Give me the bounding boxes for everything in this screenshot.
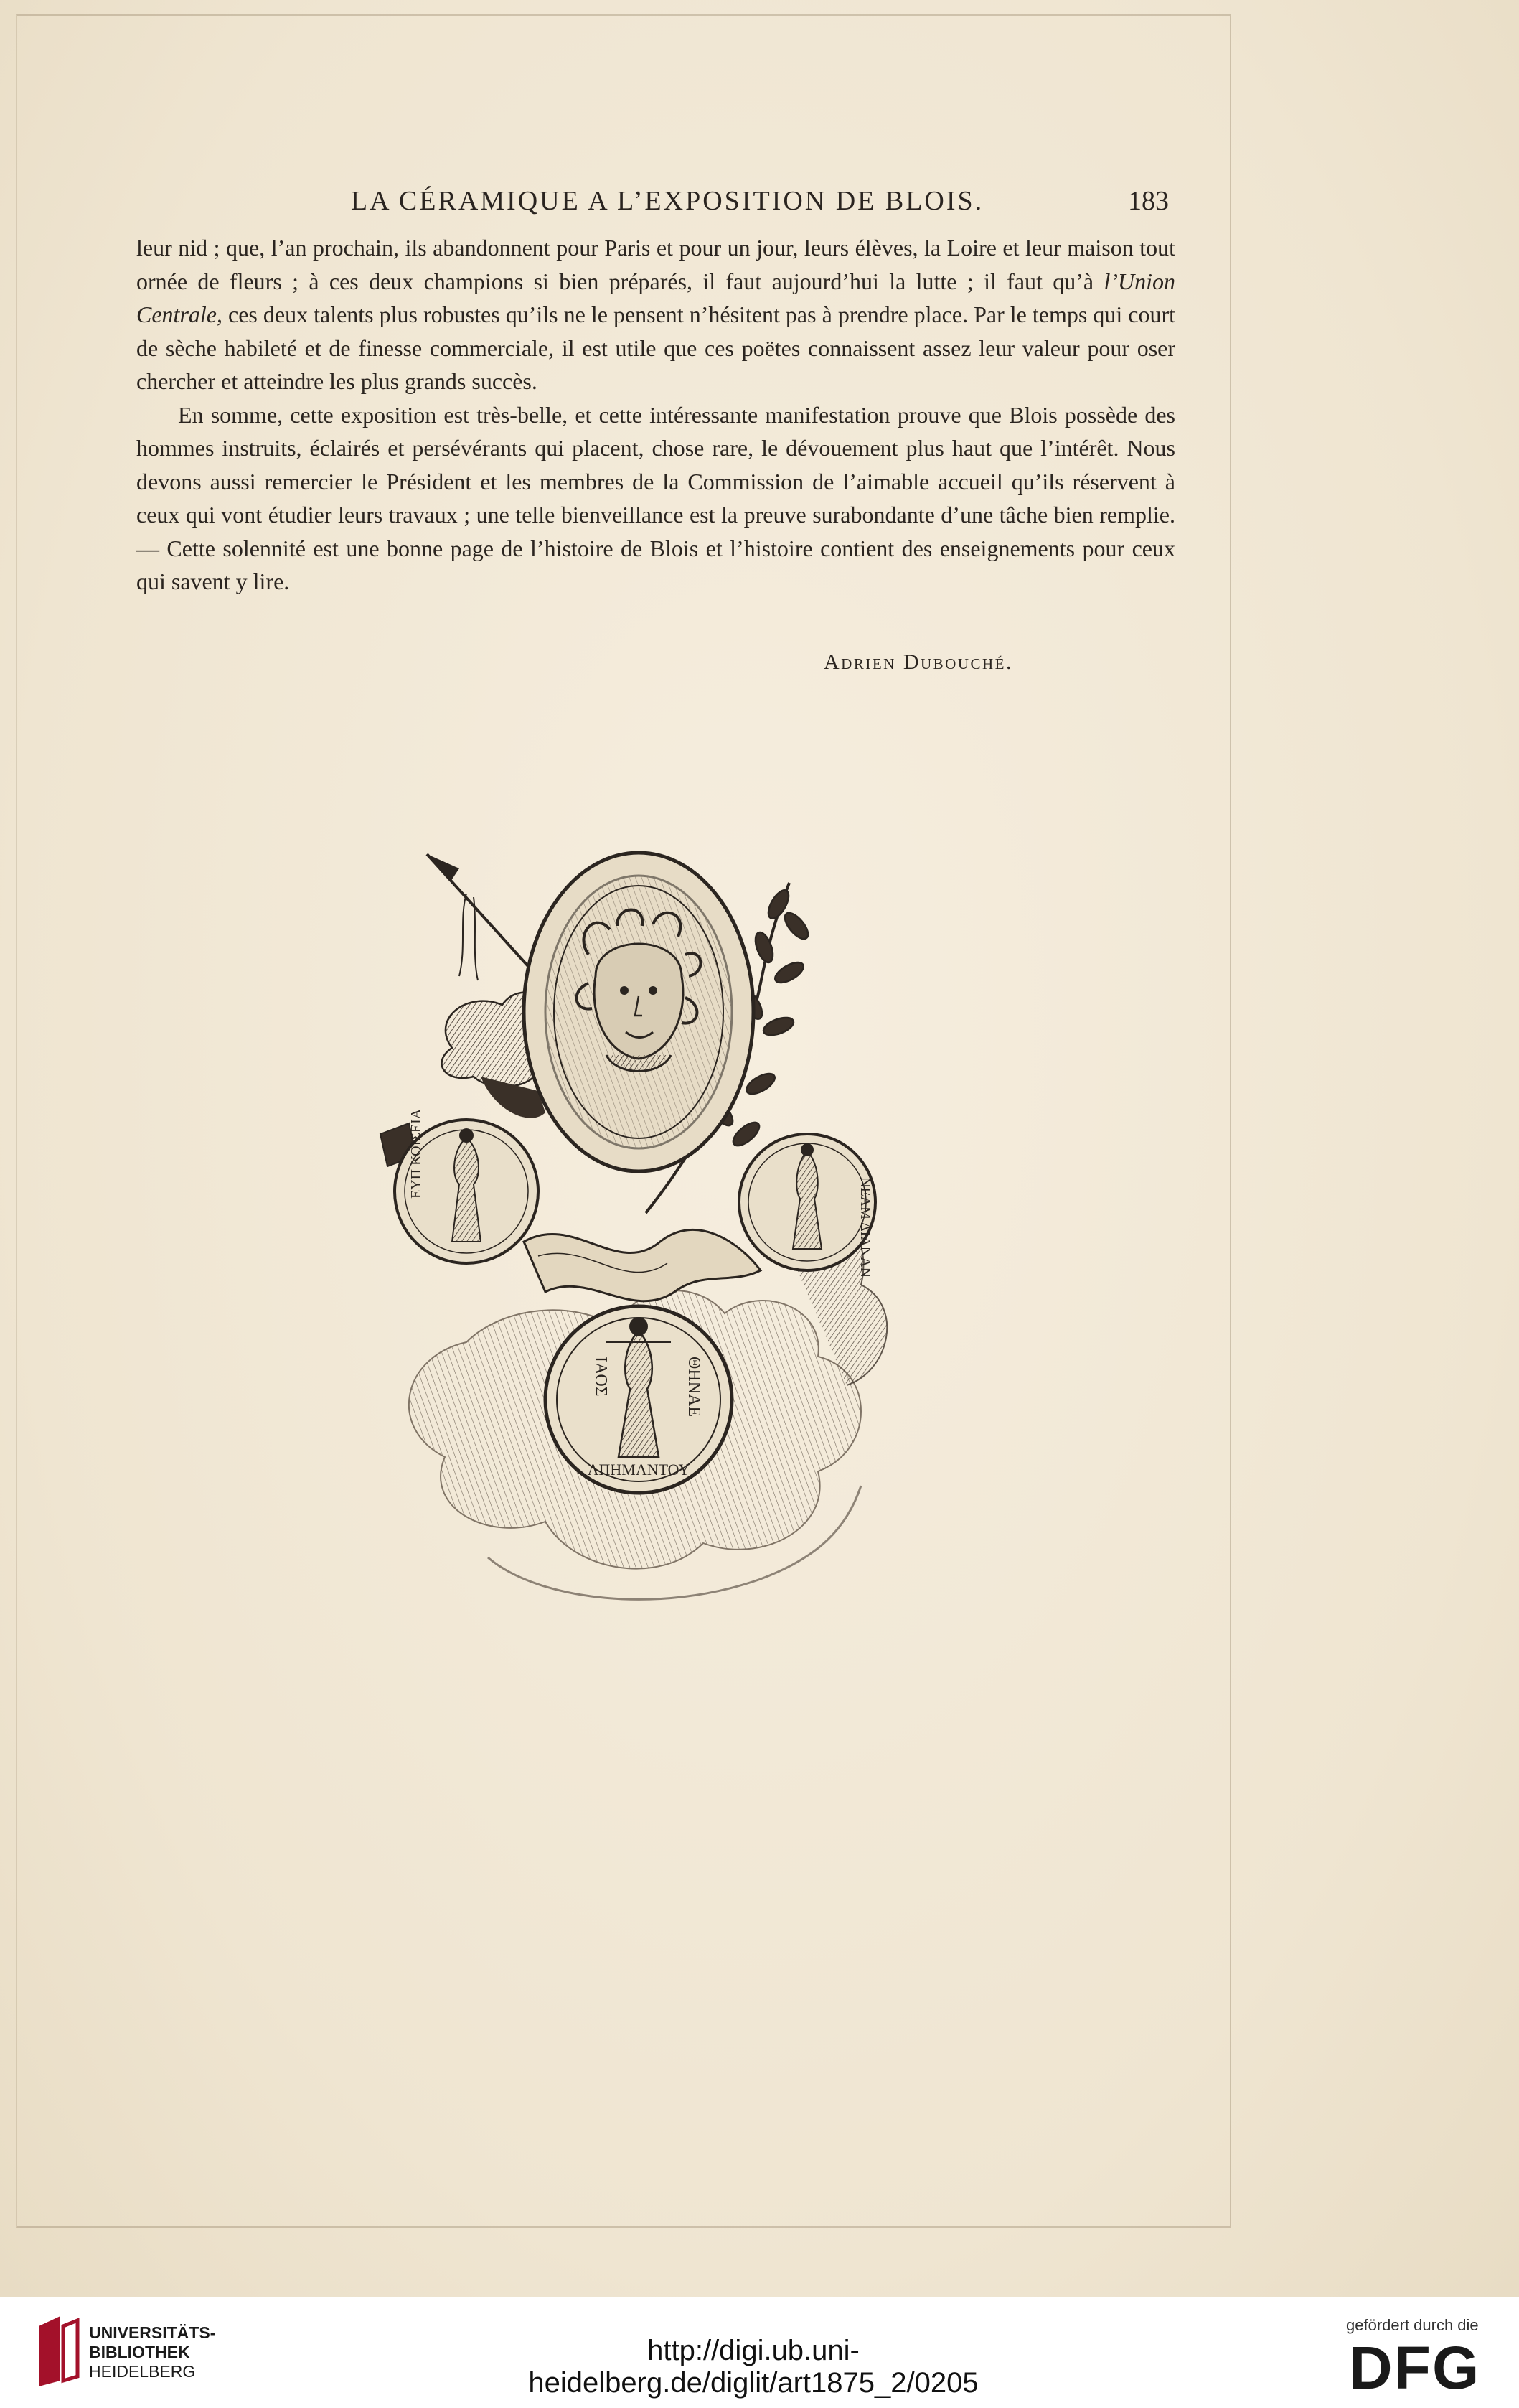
coin-left: [395, 1108, 538, 1263]
ribbon: [524, 1229, 761, 1301]
coin-bottom-legend-left: ΙΑΟΣ: [591, 1357, 610, 1397]
library-line-2: BIBLIOTHEK: [89, 2343, 190, 2361]
coin-left-legend: ΕΥΠ ΚΟΙΣΕΙΑ: [408, 1108, 424, 1199]
coin-bottom-exergue: ΑΠΗΜΑΝΤΟΥ: [587, 1461, 690, 1479]
paragraph-2: En somme, cette exposition est très-belle, et cette intéressante manifestation prouve que Blois possède des hommes instruits, éclairés et persévérants qui placent, chose rare, le dévouement plus haut que l’intérêt. Nous devons aussi remercier le Président et les membres de la Commission de l’aimable accueil qu’ils réservent à ceux qui vont étudier leurs travaux ; une telle bienveillance est la preuve surabondante d’une tâche bien remplie. — Cette solennité est une bonne page de l’histoire de Blois et l’histoire contient des enseignements pour ceux qui savent y lire.: [136, 401, 1175, 594]
article-text: [136, 231, 1175, 599]
paragraph-1-start: leur nid ; que, l’an prochain, ils abandonnent pour Paris et pour un jour, leurs élèves, la Loire et leur maison tout ornée de fleurs ; à ces deux champions si bien préparés, il faut aujourd’hui la lutte ; il faut qu’à: [136, 235, 1175, 294]
running-head: LA CÉRAMIQUE A L’EXPOSITION DE BLOIS.: [350, 186, 984, 216]
library-line-1: UNIVERSITÄTS-: [89, 2323, 216, 2342]
union-centrale-italic: l’Union Centrale,: [136, 268, 1175, 327]
engraved-vignette: [359, 840, 918, 1622]
medusa-cameo: [524, 853, 753, 1171]
university-library-name: [89, 2323, 215, 2381]
footer-bar: [0, 2297, 1519, 2408]
paragraph-1-end: ces deux talents plus robustes qu’ils ne le pensent n’hésitent pas à prendre place. Par le temps qui court de sèche habileté et de finesse commerciale, il est utile que ces poëtes connaissent assez leur valeur pour oser chercher et atteindre les plus grands succès.: [136, 301, 1175, 394]
library-line-3: HEIDELBERG: [89, 2362, 196, 2381]
author-signature: Adrien Dubouché.: [824, 650, 1013, 674]
coin-bottom-legend-right: ΘΗΝΑΕ: [685, 1357, 703, 1417]
coin-right-legend: ΝΕΑΜ ΔΙΑΝΑΝ: [857, 1177, 873, 1278]
page-number: 183: [1128, 186, 1169, 216]
dfg-logo: DFG: [1349, 2334, 1481, 2402]
permalink-url[interactable]: http://digi.ub.uni-heidelberg.de/diglit/art1875_2/0205: [528, 2335, 979, 2399]
university-library-logo: [32, 2312, 83, 2391]
coin-bottom: [545, 1306, 732, 1493]
funding-caption: gefördert durch die: [1346, 2316, 1479, 2334]
paragraph-1: [136, 231, 1175, 398]
